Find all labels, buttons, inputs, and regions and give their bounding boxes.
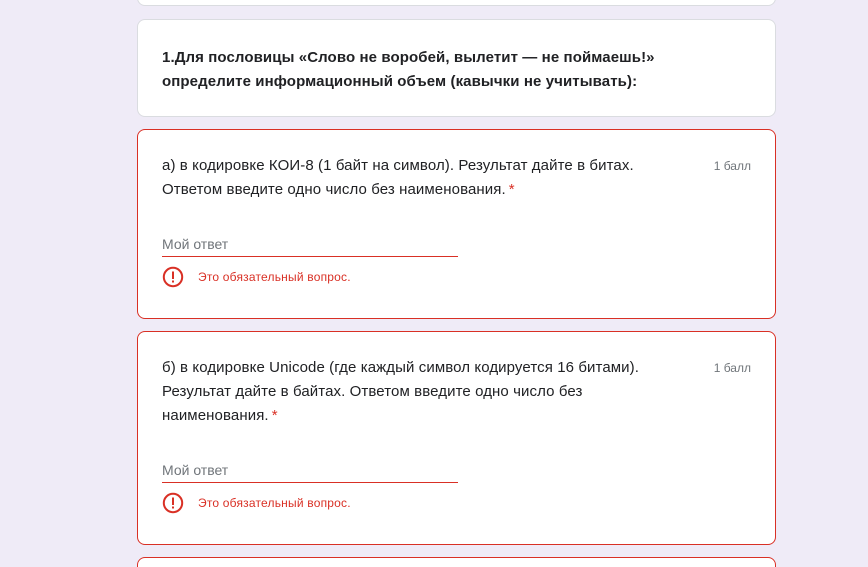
question-label: а) в кодировке КОИ-8 (1 байт на символ). Результат дайте в битах. Ответом введите одно число без наименования. [162,157,634,198]
error-text: Это обязательный вопрос. [198,496,351,510]
answer-input[interactable] [162,232,458,257]
question-label: б) в кодировке Unicode (где каждый символ кодируется 16 битами). Результат дайте в байтах. Ответом введите одно число без наименования. [162,359,640,424]
required-asterisk: * [508,181,515,198]
section-title: 1.Для пословицы «Слово не воробей, вылетит — не поймаешь!» определите информационный объем (кавычки не учитывать): [162,49,655,90]
required-asterisk: * [271,407,278,424]
next-question-card [137,557,776,567]
section-header-card [137,19,776,117]
question-card-b [137,331,776,545]
error-text: Это обязательный вопрос. [198,270,351,284]
points-label: 1 балл [713,361,751,375]
question-text [162,154,682,202]
error-icon [162,266,184,288]
points-label: 1 балл [713,159,751,173]
answer-input[interactable] [162,458,458,483]
previous-card [137,0,776,6]
error-message [162,266,351,288]
error-icon [162,492,184,514]
question-card-a [137,129,776,319]
error-message [162,492,351,514]
question-text [162,356,682,428]
